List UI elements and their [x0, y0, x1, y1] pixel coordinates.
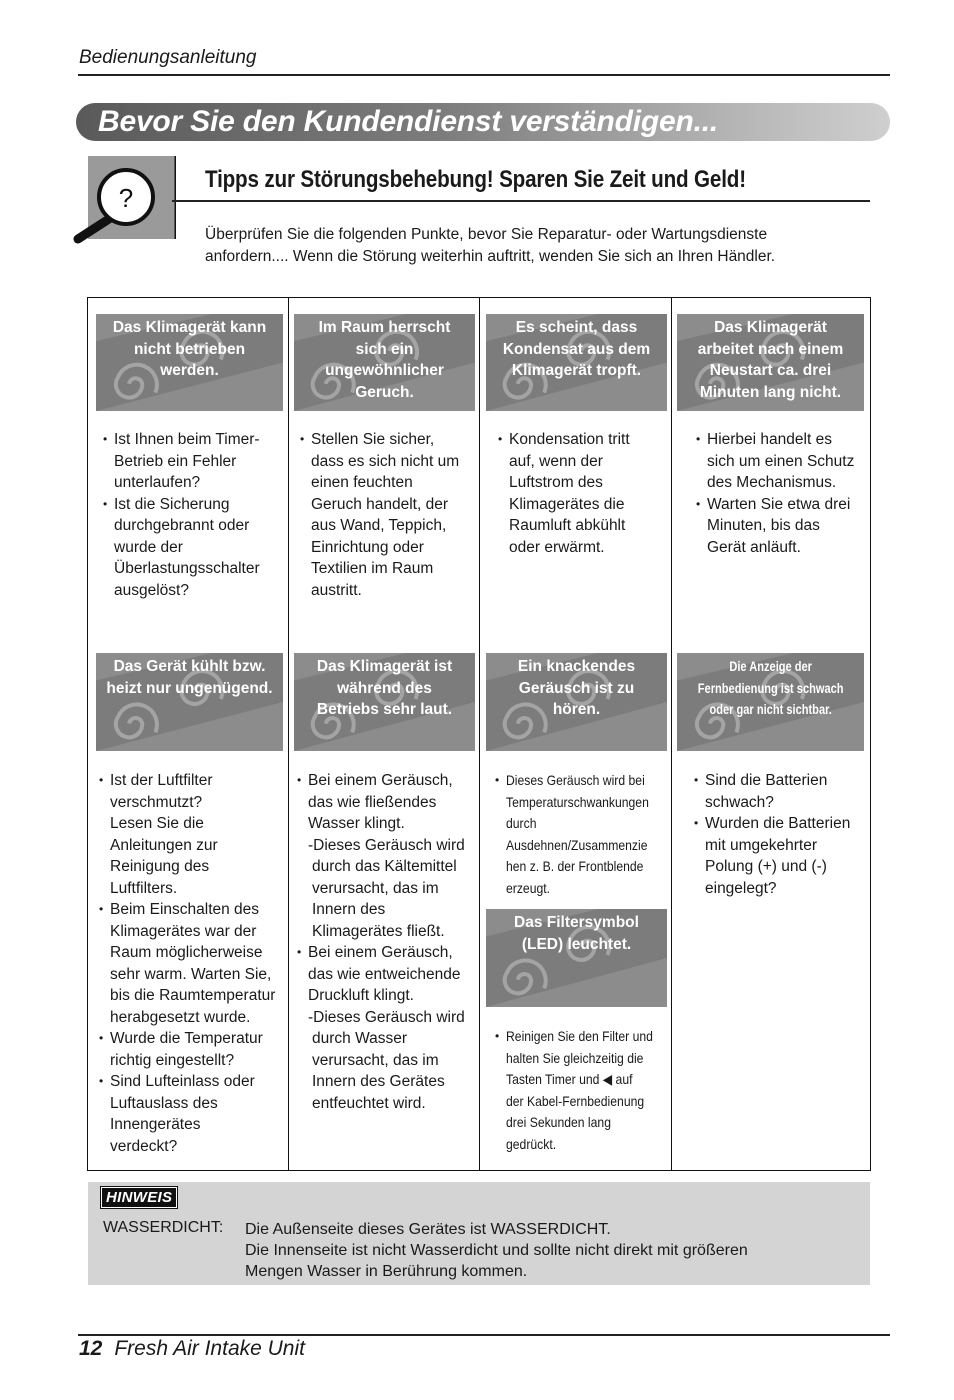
problem-box: [486, 653, 667, 751]
problem-box: [294, 653, 475, 751]
tips-intro: [205, 224, 865, 268]
tip-item: • Wurden die Batterien mit umgekehrter Polung (+) und (-) eingelegt?: [695, 813, 867, 899]
problem-box: [677, 314, 864, 411]
tip-list: [697, 429, 867, 558]
problem-box: [486, 314, 667, 411]
tips-title: Tipps zur Störungsbehebung! Sparen Sie Zeit und Geld!: [205, 166, 746, 193]
note-label: WASSERDICHT:: [103, 1219, 224, 1236]
intro-line-2: anfordern.... Wenn die Störung weiterhin auftritt, wenden Sie sich an Ihren Händler.: [205, 248, 776, 265]
tip-item: • Warten Sie etwa drei Minuten, bis das Gerät anläuft.: [697, 494, 867, 559]
problem-box: [677, 653, 864, 751]
note-line-2: Die Innenseite ist nicht Wasserdicht und sollte nicht direkt mit größeren: [245, 1242, 748, 1259]
tip-list: [298, 770, 478, 1114]
question-mark: ?: [118, 183, 134, 213]
problem-box: [486, 909, 667, 1007]
note-line-1: Die Außenseite dieses Gerätes ist WASSERDICHT.: [245, 1221, 611, 1238]
tip-list: [301, 429, 481, 601]
tip-item: • Sind die Batterien schwach?: [695, 770, 867, 813]
tip-list: [104, 429, 284, 601]
tip-item: • Stellen Sie sicher, dass es sich nicht um einen feuchten Geruch handelt, der aus Wand, Teppich, Einrichtung oder Textilien im Raum austritt.: [301, 429, 481, 601]
footer: [79, 1337, 305, 1361]
tip-sub-item: -Dieses Geräusch wird durch Wasser verursacht, das im Innern des Gerätes entfeuchtet wird.: [308, 1008, 465, 1112]
note-box: [88, 1182, 870, 1285]
note-line-3: Mengen Wasser in Berührung kommen.: [245, 1263, 528, 1280]
tip-item: • Wurde die Temperatur richtig eingestellt?: [100, 1028, 286, 1071]
tip-item: • Ist Ihnen beim Timer- Betrieb ein Fehler unterlaufen?: [104, 429, 284, 494]
header-divider: [78, 74, 890, 76]
intro-line-1: Überprüfen Sie die folgenden Punkte, bevor Sie Reparatur- oder Wartungsdienste: [205, 226, 768, 243]
tip-item: • Beim Einschalten des Klimagerätes war der Raum möglicherweise sehr warm. Warten Sie, bis die Raumtemperatur herabgesetzt wurde.: [100, 899, 286, 1028]
tip-list: [695, 770, 867, 899]
tip-list: [499, 429, 669, 558]
footer-divider: [78, 1334, 890, 1336]
tip-list: [496, 1026, 676, 1155]
tip-list: [496, 770, 676, 899]
tip-item: • Reinigen Sie den Filter und halten Sie gleichzeitig die Tasten Timer und ◀ auf der Kabel-Fernbedienung drei Sekunden lang gedrückt.: [496, 1026, 676, 1155]
magnifier-question-icon: [72, 155, 176, 245]
tip-item: • Dieses Geräusch wird bei Temperaturschwankungen durch Ausdehnen/Zusammenzie hen z. B. der Frontblende erzeugt.: [496, 770, 676, 899]
problem-title: Im Raum herrscht sich ein ungewöhnlicher Geruch.: [318, 319, 451, 401]
problem-title: Das Filtersymbol (LED) leuchtet.: [514, 914, 639, 953]
note-badge: HINWEIS: [101, 1187, 177, 1208]
product-name: Fresh Air Intake Unit: [114, 1337, 305, 1360]
problem-title: Das Klimagerät kann nicht betrieben werden.: [112, 319, 267, 379]
tip-item: • Sind Lufteinlass oder Luftauslass des Innengerätes verdeckt?: [100, 1071, 286, 1157]
tip-item: • Bei einem Geräusch, das wie fließendes Wasser klingt.: [298, 770, 478, 835]
problem-box: [96, 653, 283, 751]
section-banner: [76, 103, 890, 141]
problem-title: Das Klimagerät ist während des Betriebs sehr laut.: [316, 658, 453, 718]
tip-item: • Ist die Sicherung durchgebrannt oder wurde der Überlastungsschalter ausgelöst?: [104, 494, 284, 602]
problem-title: Das Gerät kühlt bzw. heizt nur ungenügend.: [106, 658, 273, 697]
column-divider: [288, 297, 289, 1171]
document-header-title: Bedienungsanleitung: [79, 47, 257, 68]
tip-item: • Hierbei handelt es sich um einen Schutz des Mechanismus.: [697, 429, 867, 494]
problem-box: [96, 314, 283, 411]
page-number: 12: [79, 1337, 103, 1360]
note-text: [245, 1219, 855, 1282]
section-title: Bevor Sie den Kundendienst verständigen...: [98, 105, 719, 138]
problem-title: Ein knackendes Geräusch ist zu hören.: [517, 658, 636, 718]
problem-title: Das Klimagerät arbeitet nach einem Neustart ca. drei Minuten lang nicht.: [697, 319, 844, 401]
problem-title: Die Anzeige der Fernbedienung ist schwach oder gar nicht sichtbar.: [697, 659, 844, 717]
tips-divider: [172, 200, 870, 202]
problem-box: [294, 314, 475, 411]
tip-item: • Bei einem Geräusch, das wie entweichende Druckluft klingt.: [298, 942, 478, 1007]
tip-item: • Ist der Luftfilter verschmutzt? Lesen Sie die Anleitungen zur Reinigung des Luftfilters.: [100, 770, 286, 899]
problem-title: Es scheint, dass Kondensat aus dem Klimagerät tropft.: [502, 319, 651, 379]
tip-item: • Kondensation tritt auf, wenn der Luftstrom des Klimagerätes die Raumluft abkühlt oder erwärmt.: [499, 429, 669, 558]
tip-sub-item: -Dieses Geräusch wird durch das Kältemittel verursacht, das im Innern des Klimagerätes fließt.: [308, 836, 465, 940]
tip-list: [100, 770, 286, 1157]
